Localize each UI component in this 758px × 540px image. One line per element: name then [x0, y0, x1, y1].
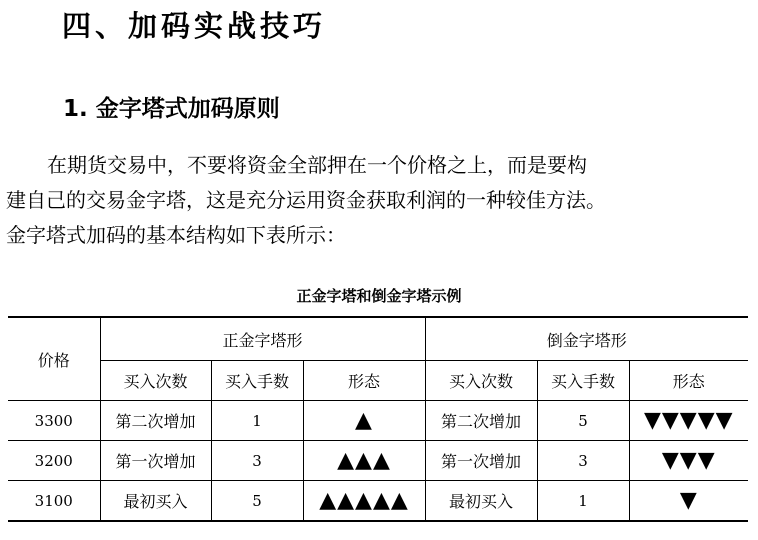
price-cell: 3300 [8, 401, 100, 441]
table-row [8, 481, 748, 522]
table-row [8, 441, 748, 481]
column-header: 买入手数 [211, 361, 303, 401]
column-header: 形态 [629, 361, 748, 401]
paragraph-line: 在期货交易中，不要将资金全部押在一个价格之上，而是要构 [47, 153, 587, 177]
triangle-down-icon: ▼▼▼ [629, 441, 748, 481]
triangle-up-icon: ▲ [303, 401, 425, 441]
pyramid-table [8, 316, 748, 522]
group-header-inverted: 倒金字塔形 [425, 317, 748, 361]
buy-lots-cell: 3 [211, 441, 303, 481]
buy-lots-cell: 1 [211, 401, 303, 441]
section-title: 四、加码实战技巧 [62, 9, 327, 43]
column-header: 买入次数 [100, 361, 211, 401]
buy-lots-cell: 5 [211, 481, 303, 522]
buy-lots-cell: 5 [537, 401, 629, 441]
table-caption: 正金字塔和倒金字塔示例 [296, 287, 462, 305]
buy-times-cell: 第二次增加 [425, 401, 537, 441]
table-subheader-row [8, 361, 748, 401]
column-header: 买入手数 [537, 361, 629, 401]
group-header-normal: 正金字塔形 [100, 317, 425, 361]
triangle-up-icon: ▲▲▲ [303, 441, 425, 481]
price-cell: 3200 [8, 441, 100, 481]
buy-times-cell: 第二次增加 [100, 401, 211, 441]
buy-times-cell: 最初买入 [100, 481, 211, 522]
triangle-down-icon: ▼ [629, 481, 748, 522]
buy-lots-cell: 3 [537, 441, 629, 481]
buy-times-cell: 最初买入 [425, 481, 537, 522]
table-row [8, 401, 748, 441]
buy-times-cell: 第一次增加 [100, 441, 211, 481]
price-cell: 3100 [8, 481, 100, 522]
table-header-row [8, 317, 748, 361]
column-header: 形态 [303, 361, 425, 401]
triangle-down-icon: ▼▼▼▼▼ [629, 401, 748, 441]
paragraph-line: 金字塔式加码的基本结构如下表所示： [6, 223, 346, 247]
buy-times-cell: 第一次增加 [425, 441, 537, 481]
body-paragraph [6, 148, 756, 253]
price-header: 价格 [8, 317, 100, 401]
triangle-up-icon: ▲▲▲▲▲ [303, 481, 425, 522]
column-header: 买入次数 [425, 361, 537, 401]
sub-heading: 1. 金字塔式加码原则 [63, 96, 280, 122]
paragraph-line: 建自己的交易金字塔，这是充分运用资金获取利润的一种较佳方法。 [6, 188, 606, 212]
buy-lots-cell: 1 [537, 481, 629, 522]
